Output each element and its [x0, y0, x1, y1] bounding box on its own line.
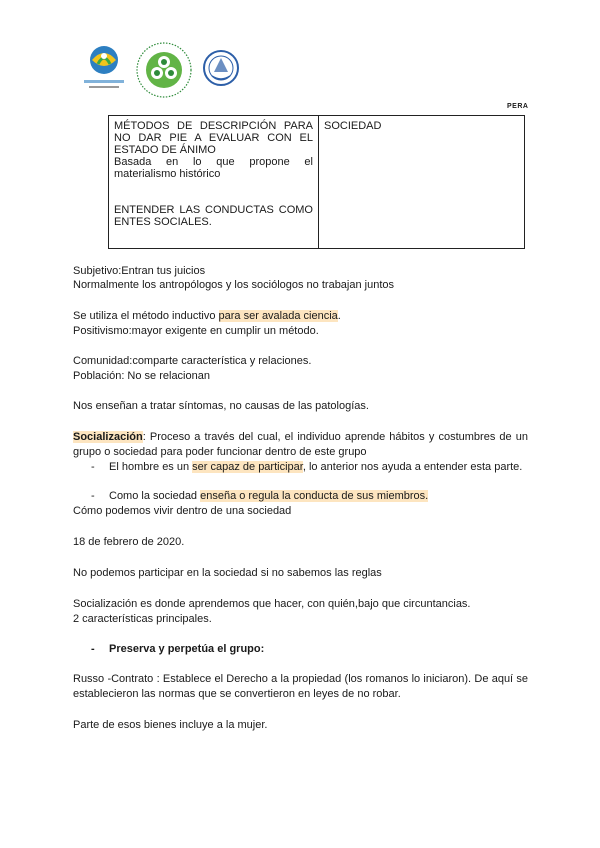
- paragraph-russo: Russo -Contrato : Establece el Derecho a la propiedad (los romanos lo iniciaron). De aquí se establecieron las normas que se convertieron en leyes de no robar.: [73, 673, 528, 700]
- term-socializacion: Socialización: [73, 431, 143, 443]
- university-seal-logo: [202, 42, 240, 98]
- paragraph-comunidad: Comunidad:comparte característica y relaciones.: [73, 355, 312, 367]
- table-left-cell: [109, 116, 319, 249]
- paragraph-vivir: Cómo podemos vivir dentro de una sociedad: [73, 505, 292, 517]
- paragraph-metodo-inductivo: Se utiliza el método inductivo para ser avalada ciencia.: [73, 310, 341, 322]
- bullet-item-participar: - El hombre es un ser capaz de participar, lo anterior nos ayuda a entender esta parte.: [91, 461, 523, 473]
- table-left-line-3: ENTENDER LAS CONDUCTAS COMO ENTES SOCIALES.: [114, 204, 313, 228]
- paragraph-poblacion: Población: No se relacionan: [73, 370, 210, 382]
- paragraph-bienes: Parte de esos bienes incluye a la mujer.: [73, 719, 268, 731]
- paragraph-donde-aprendemos: Socialización es donde aprendemos que hacer, con quién,bajo que circuntancias.: [73, 598, 471, 610]
- highlight-ciencia: para ser avalada ciencia: [218, 310, 338, 322]
- paragraph-reglas: No podemos participar en la sociedad si no sabemos las reglas: [73, 567, 382, 579]
- faculty-logo: [134, 40, 194, 100]
- date-line: 18 de febrero de 2020.: [73, 536, 185, 548]
- page-label: PERA: [507, 103, 529, 110]
- bullet-item-regula: - Como la sociedad enseña o regula la conducta de sus miembros.: [91, 490, 429, 502]
- highlight-regula: enseña o regula la conducta de sus miembros.: [200, 490, 429, 502]
- table-right-cell: SOCIEDAD: [319, 116, 525, 249]
- table-left-line-1: MÉTODOS DE DESCRIPCIÓN PARA NO DAR PIE A EVALUAR CON EL ESTADO DE ÁNIMO: [114, 120, 313, 156]
- paragraph-caracteristicas: 2 características principales.: [73, 613, 212, 625]
- header-table: [108, 115, 525, 249]
- paragraph-antropologos: Normalmente los antropólogos y los sociólogos no trabajan juntos: [73, 279, 395, 291]
- nutrition-logo: [84, 42, 124, 98]
- paragraph-subjetivo: Subjetivo:Entran tus juicios: [73, 265, 206, 277]
- paragraph-sintomas: Nos enseñan a tratar síntomas, no causas de las patologías.: [73, 400, 369, 412]
- highlight-participar: ser capaz de participar: [192, 461, 303, 473]
- table-left-line-2: Basada en lo que propone el materialismo histórico: [114, 156, 313, 180]
- bullet-item-preserva: - Preserva y perpetúa el grupo:: [91, 643, 265, 655]
- paragraph-socializacion: Socialización: Proceso a través del cual, el individuo aprende hábitos y costumbres de un grupo o sociedad para poder funcionar dentro de este grupo: [73, 431, 528, 458]
- paragraph-positivismo: Positivismo:mayor exigente en cumplir un método.: [73, 325, 319, 337]
